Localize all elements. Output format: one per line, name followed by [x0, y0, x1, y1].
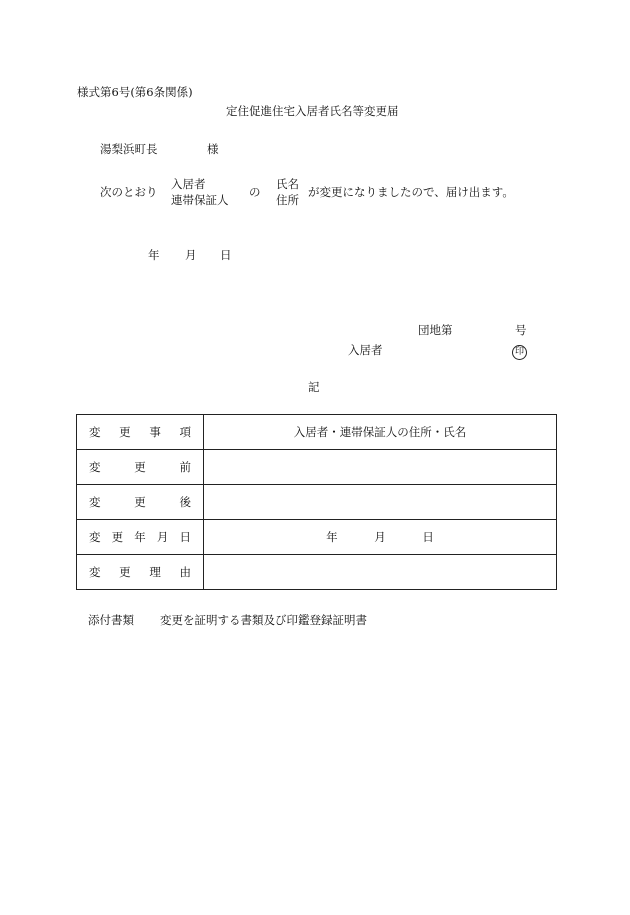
- change-details-table: [76, 414, 557, 590]
- label-char: 月: [156, 530, 169, 544]
- seal-mark: [512, 343, 527, 360]
- item-option-name: 氏名: [276, 177, 299, 191]
- label-char: 年: [134, 530, 146, 544]
- label-char: 日: [179, 530, 191, 544]
- statement-prefix: 次のとおり: [100, 185, 158, 199]
- date-month: 月: [185, 248, 197, 262]
- change-date-year: 年: [326, 530, 338, 544]
- row-value: 入居者・連帯保証人の住所・氏名: [204, 415, 557, 450]
- row-label: [77, 520, 204, 555]
- form-number: 様式第6号(第6条関係): [77, 85, 193, 99]
- before-change-field[interactable]: [204, 450, 557, 485]
- table-row: [77, 415, 557, 450]
- row-label: [77, 485, 204, 520]
- label-char: 変: [89, 495, 101, 509]
- label-char: 更: [119, 565, 131, 579]
- label-char: 更: [119, 425, 131, 439]
- change-date-month: 月: [374, 530, 386, 544]
- label-char: 変: [89, 565, 101, 579]
- label-char: 更: [134, 495, 146, 509]
- statement-suffix: が変更になりましたので、届け出ます。: [308, 185, 514, 199]
- date-day: 日: [220, 248, 232, 262]
- addressee-name: 湯梨浜町長: [100, 142, 158, 156]
- label-char: 変: [89, 530, 101, 544]
- party-option-guarantor: 連帯保証人: [171, 193, 229, 207]
- label-char: 更: [134, 460, 146, 474]
- label-char: 後: [179, 495, 191, 509]
- label-char: 由: [179, 565, 191, 579]
- attachments-value: 変更を証明する書類及び印鑑登録証明書: [160, 613, 367, 627]
- ki-heading: 記: [308, 380, 320, 394]
- after-change-field[interactable]: [204, 485, 557, 520]
- row-label: [77, 450, 204, 485]
- label-char: 事: [149, 425, 161, 439]
- document-title: 定住促進住宅入居者氏名等変更届: [226, 104, 399, 118]
- seal-icon: 印: [512, 345, 527, 360]
- label-char: 前: [179, 460, 191, 474]
- date-year: 年: [148, 248, 160, 262]
- attachments-label: 添付書類: [88, 613, 134, 627]
- label-char: 項: [179, 425, 191, 439]
- resident-label: 入居者: [348, 343, 383, 357]
- change-date-day: 日: [422, 530, 434, 544]
- statement-particle: の: [249, 185, 261, 199]
- table-row: [77, 450, 557, 485]
- label-char: 変: [89, 425, 101, 439]
- row-label: [77, 415, 204, 450]
- label-char: 更: [111, 530, 124, 544]
- label-char: 理: [149, 565, 161, 579]
- party-option-resident: 入居者: [171, 177, 206, 191]
- table-row: [77, 485, 557, 520]
- row-label: [77, 555, 204, 590]
- table-row: [77, 555, 557, 590]
- table-row: [77, 520, 557, 555]
- addressee-honorific: 様: [207, 142, 219, 156]
- label-char: 変: [89, 460, 101, 474]
- block-number-prefix: 団地第: [418, 323, 453, 337]
- block-number-suffix: 号: [515, 323, 527, 337]
- change-reason-field[interactable]: [204, 555, 557, 590]
- change-date-field[interactable]: [204, 520, 557, 555]
- item-option-address: 住所: [276, 193, 299, 207]
